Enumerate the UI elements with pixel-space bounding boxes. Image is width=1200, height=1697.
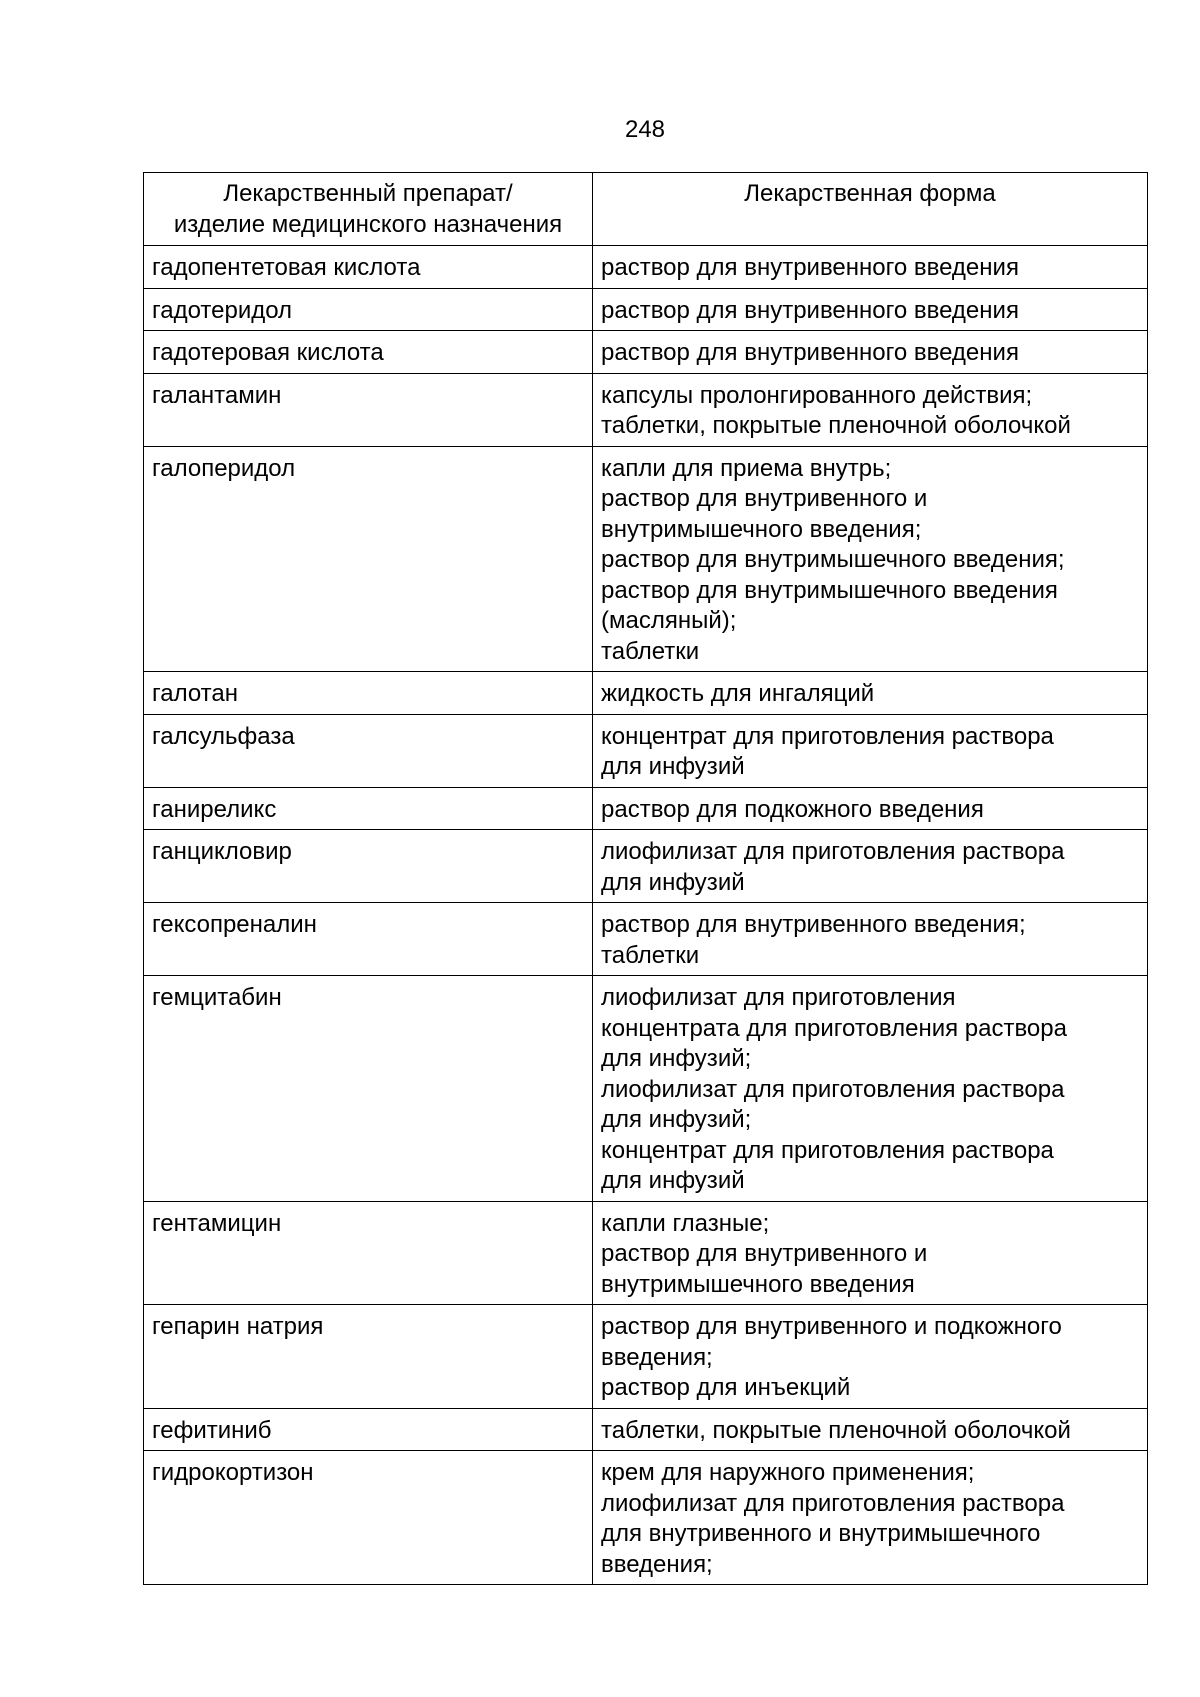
dosage-form-line: введения; xyxy=(601,1550,713,1578)
dosage-form-line: концентрат для приготовления раствора xyxy=(601,1136,1054,1164)
dosage-form-cell xyxy=(593,1408,1148,1451)
header-line: Лекарственная форма xyxy=(744,180,996,207)
table-header xyxy=(144,173,1148,246)
drug-name: гадотеровая кислота xyxy=(152,339,384,366)
table-row xyxy=(144,976,1148,1202)
drug-name: галантамин xyxy=(152,381,282,409)
dosage-form-cell xyxy=(593,672,1148,715)
table-body xyxy=(144,246,1148,1585)
drug-name: ганцикловир xyxy=(152,838,292,865)
header-drug xyxy=(144,173,593,246)
drug-name-cell xyxy=(144,1201,593,1305)
dosage-form-cell xyxy=(593,446,1148,672)
dosage-form-line: внутримышечного введения xyxy=(601,1270,915,1298)
table-row xyxy=(144,446,1148,672)
dosage-form-cell xyxy=(593,830,1148,903)
dosage-form-line: для инфузий; xyxy=(601,1106,752,1133)
dosage-form-line: лиофилизат для приготовления раствора xyxy=(601,1489,1065,1517)
dosage-form-line: раствор для внутривенного введения xyxy=(601,339,1019,366)
drug-name-cell xyxy=(144,830,593,903)
drug-name-cell xyxy=(144,288,593,331)
drug-name: галсульфаза xyxy=(152,722,295,750)
dosage-form-line: раствор для внутримышечного введения; xyxy=(601,546,1065,573)
table-row xyxy=(144,714,1148,787)
table-row xyxy=(144,830,1148,903)
dosage-form-line: для внутривенного и внутримышечного xyxy=(601,1520,1041,1547)
dosage-form-line: жидкость для ингаляций xyxy=(601,680,875,707)
drug-name-cell xyxy=(144,373,593,446)
drug-name-cell xyxy=(144,1408,593,1451)
drug-name-cell xyxy=(144,714,593,787)
dosage-form-line: концентрат для приготовления раствора xyxy=(601,722,1054,750)
dosage-form-line: для инфузий; xyxy=(601,1045,752,1072)
table-row xyxy=(144,1451,1148,1585)
dosage-form-line: введения; xyxy=(601,1343,713,1371)
dosage-form-cell xyxy=(593,903,1148,976)
dosage-form-line: раствор для внутривенного и xyxy=(601,485,928,512)
drug-name: гидрокортизон xyxy=(152,1459,314,1486)
dosage-form-cell xyxy=(593,373,1148,446)
drug-name: гентамицин xyxy=(152,1209,282,1237)
dosage-form-line: лиофилизат для приготовления xyxy=(601,984,956,1011)
table-row xyxy=(144,1408,1148,1451)
header-row xyxy=(144,173,1148,246)
dosage-form-line: (масляный); xyxy=(601,607,737,634)
drug-name: гефитиниб xyxy=(152,1416,272,1444)
table-row xyxy=(144,288,1148,331)
drug-name-cell xyxy=(144,331,593,374)
drug-name: галоперидол xyxy=(152,454,296,482)
dosage-form-line: внутримышечного введения; xyxy=(601,515,922,543)
dosage-form-line: раствор для внутривенного введения xyxy=(601,296,1019,324)
table-row xyxy=(144,331,1148,374)
dosage-form-line: капсулы пролонгированного действия; xyxy=(601,381,1033,409)
drug-name-cell xyxy=(144,1305,593,1409)
drug-name-cell xyxy=(144,1451,593,1585)
dosage-form-line: таблетки xyxy=(601,941,700,969)
dosage-form-line: капли глазные; xyxy=(601,1209,770,1237)
dosage-form-line: крем для наружного применения; xyxy=(601,1459,975,1486)
drug-name: гемцитабин xyxy=(152,984,282,1011)
dosage-form-line: раствор для внутримышечного введения xyxy=(601,576,1058,604)
dosage-form-line: концентрата для приготовления раствора xyxy=(601,1014,1067,1042)
drug-name-cell xyxy=(144,446,593,672)
dosage-form-line: для инфузий xyxy=(601,868,745,896)
table-row xyxy=(144,903,1148,976)
table-row xyxy=(144,1305,1148,1409)
page-number: 248 xyxy=(624,116,666,143)
dosage-form-cell xyxy=(593,288,1148,331)
dosage-form-cell xyxy=(593,1201,1148,1305)
dosage-form-cell xyxy=(593,976,1148,1202)
table-row xyxy=(144,672,1148,715)
drug-name-cell xyxy=(144,976,593,1202)
drug-name: гексопреналин xyxy=(152,911,317,938)
dosage-form-line: таблетки, покрытые пленочной оболочкой xyxy=(601,412,1071,439)
dosage-form-line: раствор для внутривенного и xyxy=(601,1240,928,1267)
drug-name: гепарин натрия xyxy=(152,1313,324,1340)
drug-name-cell xyxy=(144,787,593,830)
drug-name-cell xyxy=(144,246,593,289)
header-line: изделие медицинского назначения xyxy=(173,210,563,238)
drug-name-cell xyxy=(144,672,593,715)
drug-table xyxy=(143,172,1148,1585)
dosage-form-cell xyxy=(593,246,1148,289)
drug-name-cell xyxy=(144,903,593,976)
dosage-form-line: раствор для внутривенного введения xyxy=(601,254,1019,281)
dosage-form-cell xyxy=(593,1451,1148,1585)
drug-name: гадотеридол xyxy=(152,296,293,324)
dosage-form-line: раствор для инъекций xyxy=(601,1374,851,1401)
dosage-form-line: капли для приема внутрь; xyxy=(601,454,892,482)
dosage-form-line: лиофилизат для приготовления раствора xyxy=(601,838,1065,865)
dosage-form-line: таблетки xyxy=(601,637,700,665)
header-line: Лекарственный препарат/ xyxy=(223,180,513,207)
dosage-form-cell xyxy=(593,714,1148,787)
drug-name: галотан xyxy=(152,680,238,707)
dosage-form-line: раствор для внутривенного введения; xyxy=(601,911,1026,938)
dosage-form-line: для инфузий xyxy=(601,1167,745,1194)
table-row xyxy=(144,1201,1148,1305)
table-row xyxy=(144,373,1148,446)
dosage-form-cell xyxy=(593,787,1148,830)
dosage-form-line: для инфузий xyxy=(601,753,745,780)
drug-name: ганиреликс xyxy=(152,795,277,823)
dosage-form-cell xyxy=(593,1305,1148,1409)
dosage-form-line: таблетки, покрытые пленочной оболочкой xyxy=(601,1416,1071,1444)
dosage-form-cell xyxy=(593,331,1148,374)
header-form xyxy=(593,173,1148,246)
table-row xyxy=(144,246,1148,289)
table-row xyxy=(144,787,1148,830)
dosage-form-line: раствор для внутривенного и подкожного xyxy=(601,1313,1062,1340)
dosage-form-line: лиофилизат для приготовления раствора xyxy=(601,1075,1065,1103)
drug-name: гадопентетовая кислота xyxy=(152,254,421,281)
dosage-form-line: раствор для подкожного введения xyxy=(601,795,984,823)
